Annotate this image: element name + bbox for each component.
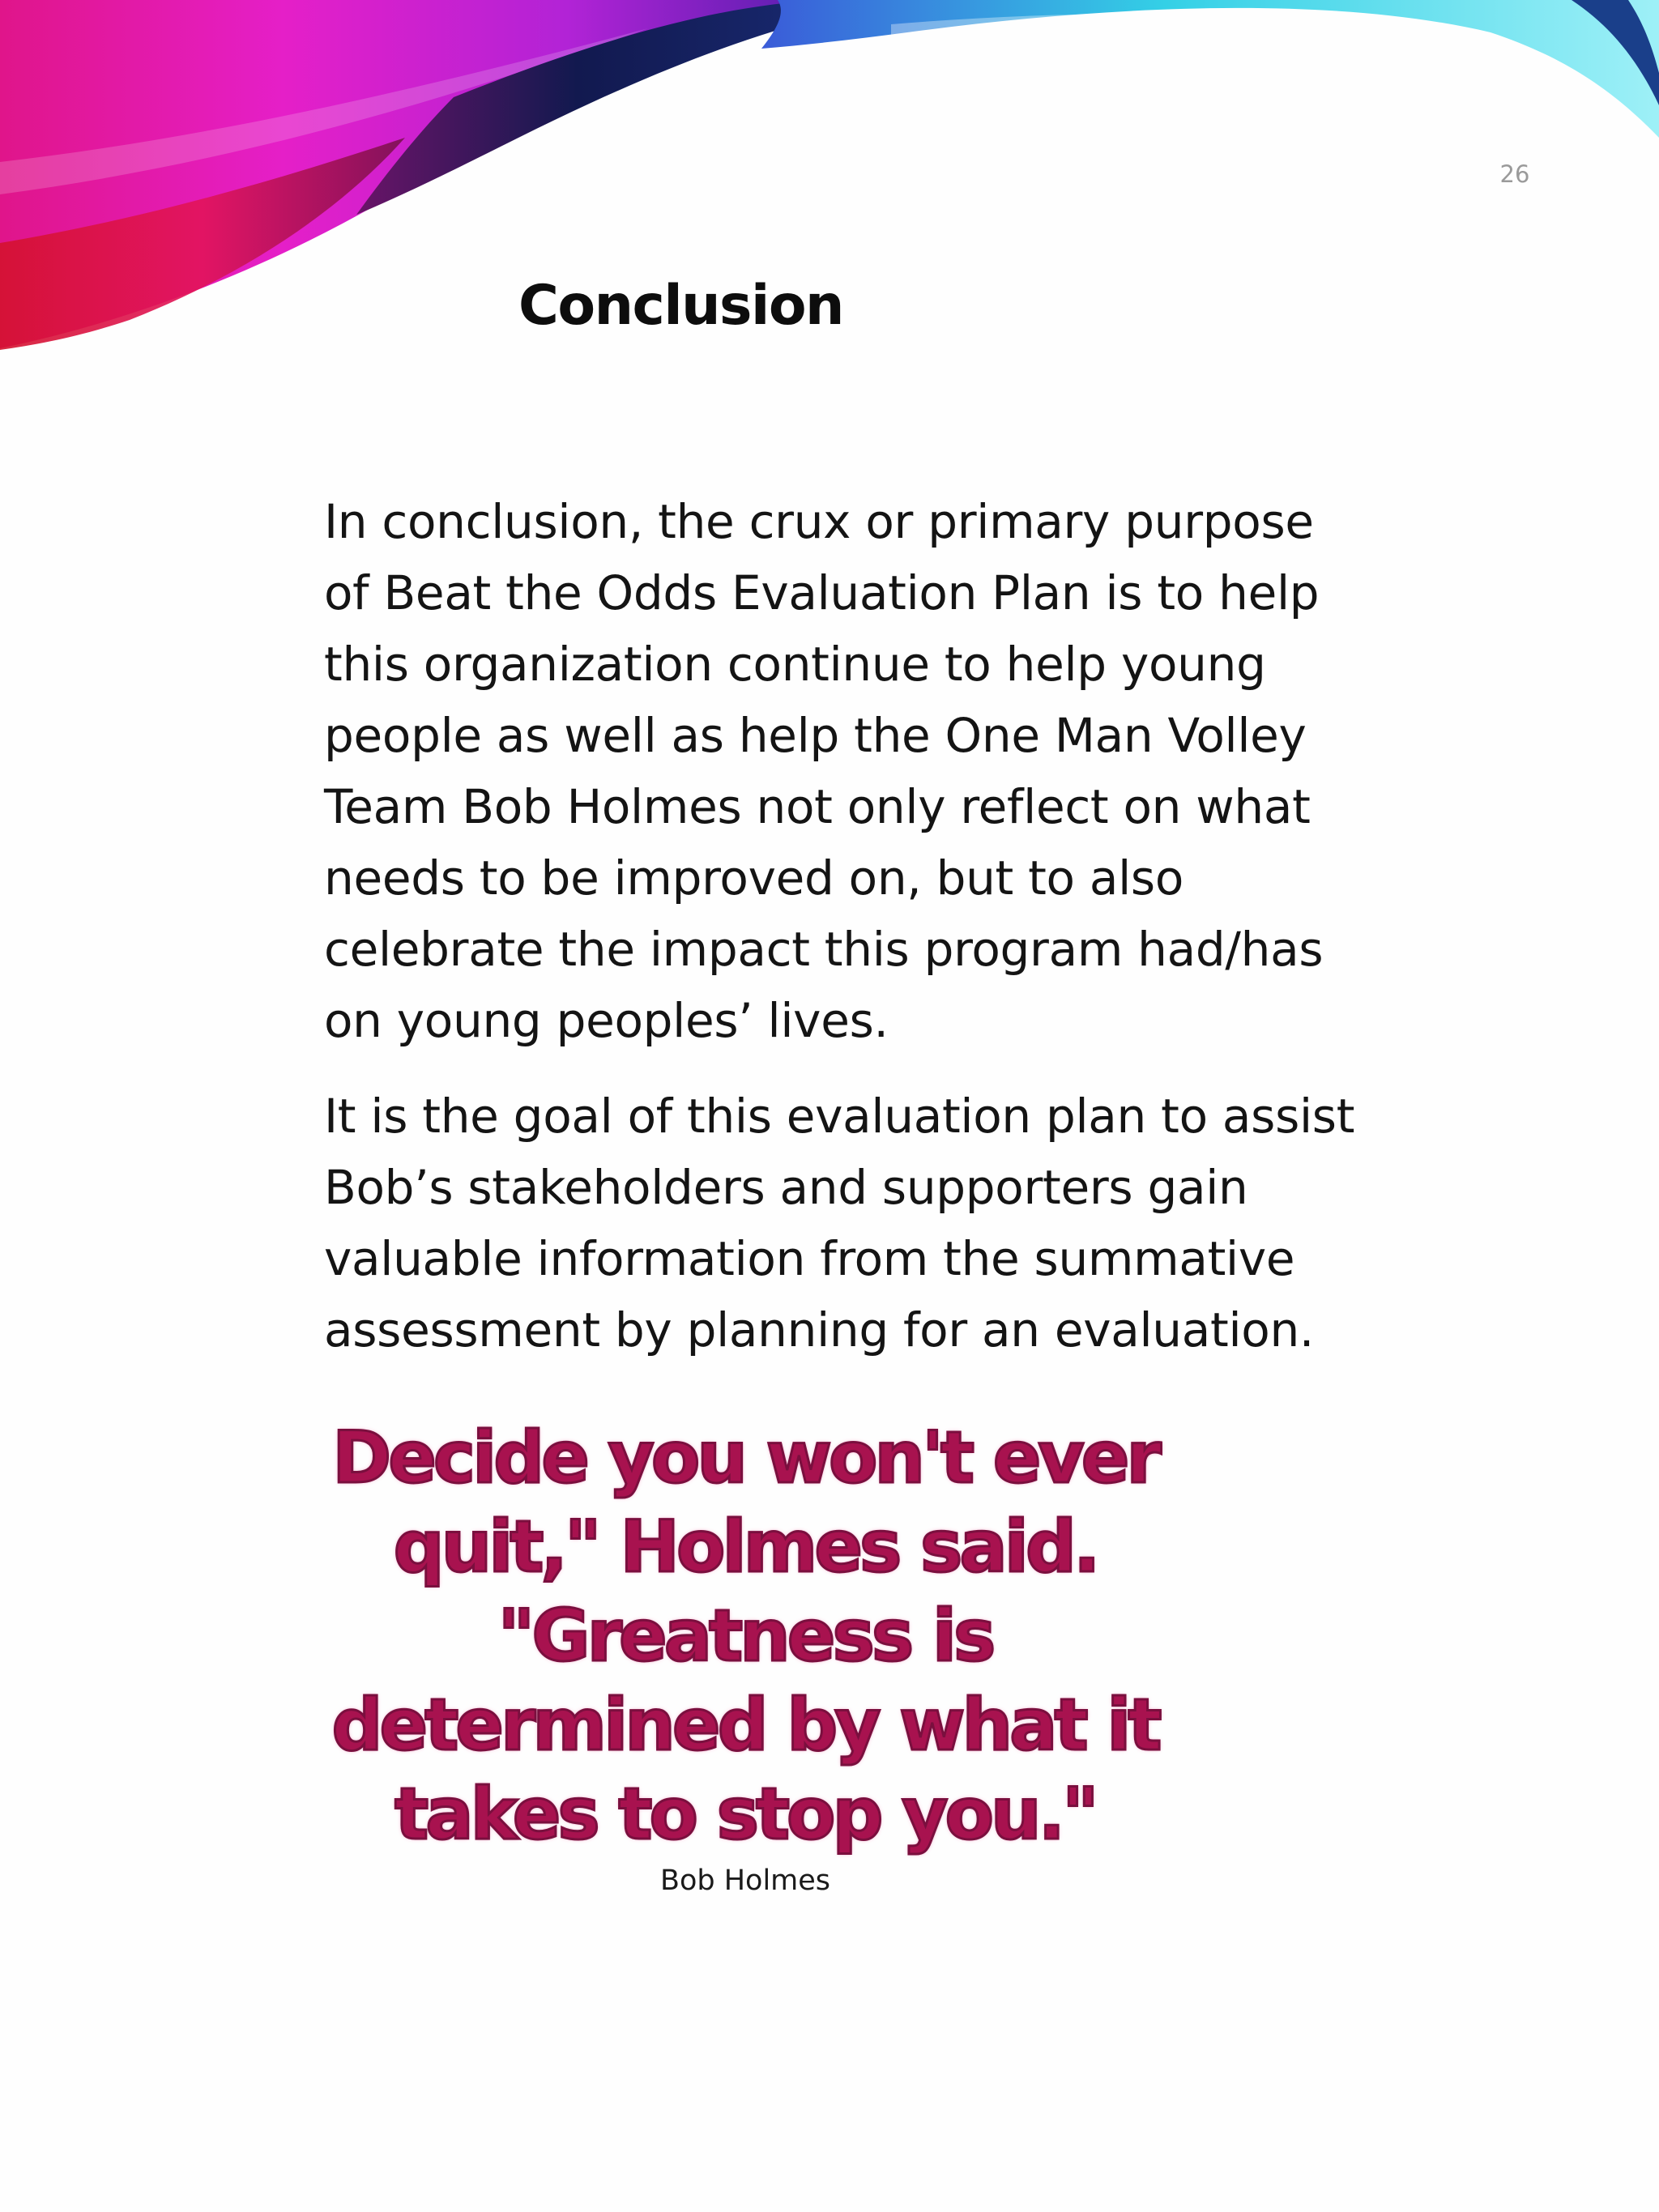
slide-title: Conclusion	[518, 274, 843, 338]
quote-text: Decide you won't ever quit," Holmes said. "Greatness is determined by what it takes to stop you."	[331, 1416, 1159, 1856]
slide-page-number: 26	[1499, 160, 1530, 188]
conclusion-paragraph: In conclusion, the crux or primary purpose of Beat the Odds Evaluation Plan is to help this organization continue to help young people as well as help the One Man Volley Team Bob Holmes not only reflect on what needs to be improved on, but to also celebrate the impact this program had/has on young peoples’ lives.	[324, 494, 1324, 1048]
quote-attribution: Bob Holmes	[659, 1865, 831, 1897]
goal-paragraph: It is the goal of this evaluation plan to assist Bob’s stakeholders and supporters gain valuable information from the summative assessment by planning for an evaluation.	[324, 1089, 1355, 1357]
body-text	[324, 486, 1369, 1366]
